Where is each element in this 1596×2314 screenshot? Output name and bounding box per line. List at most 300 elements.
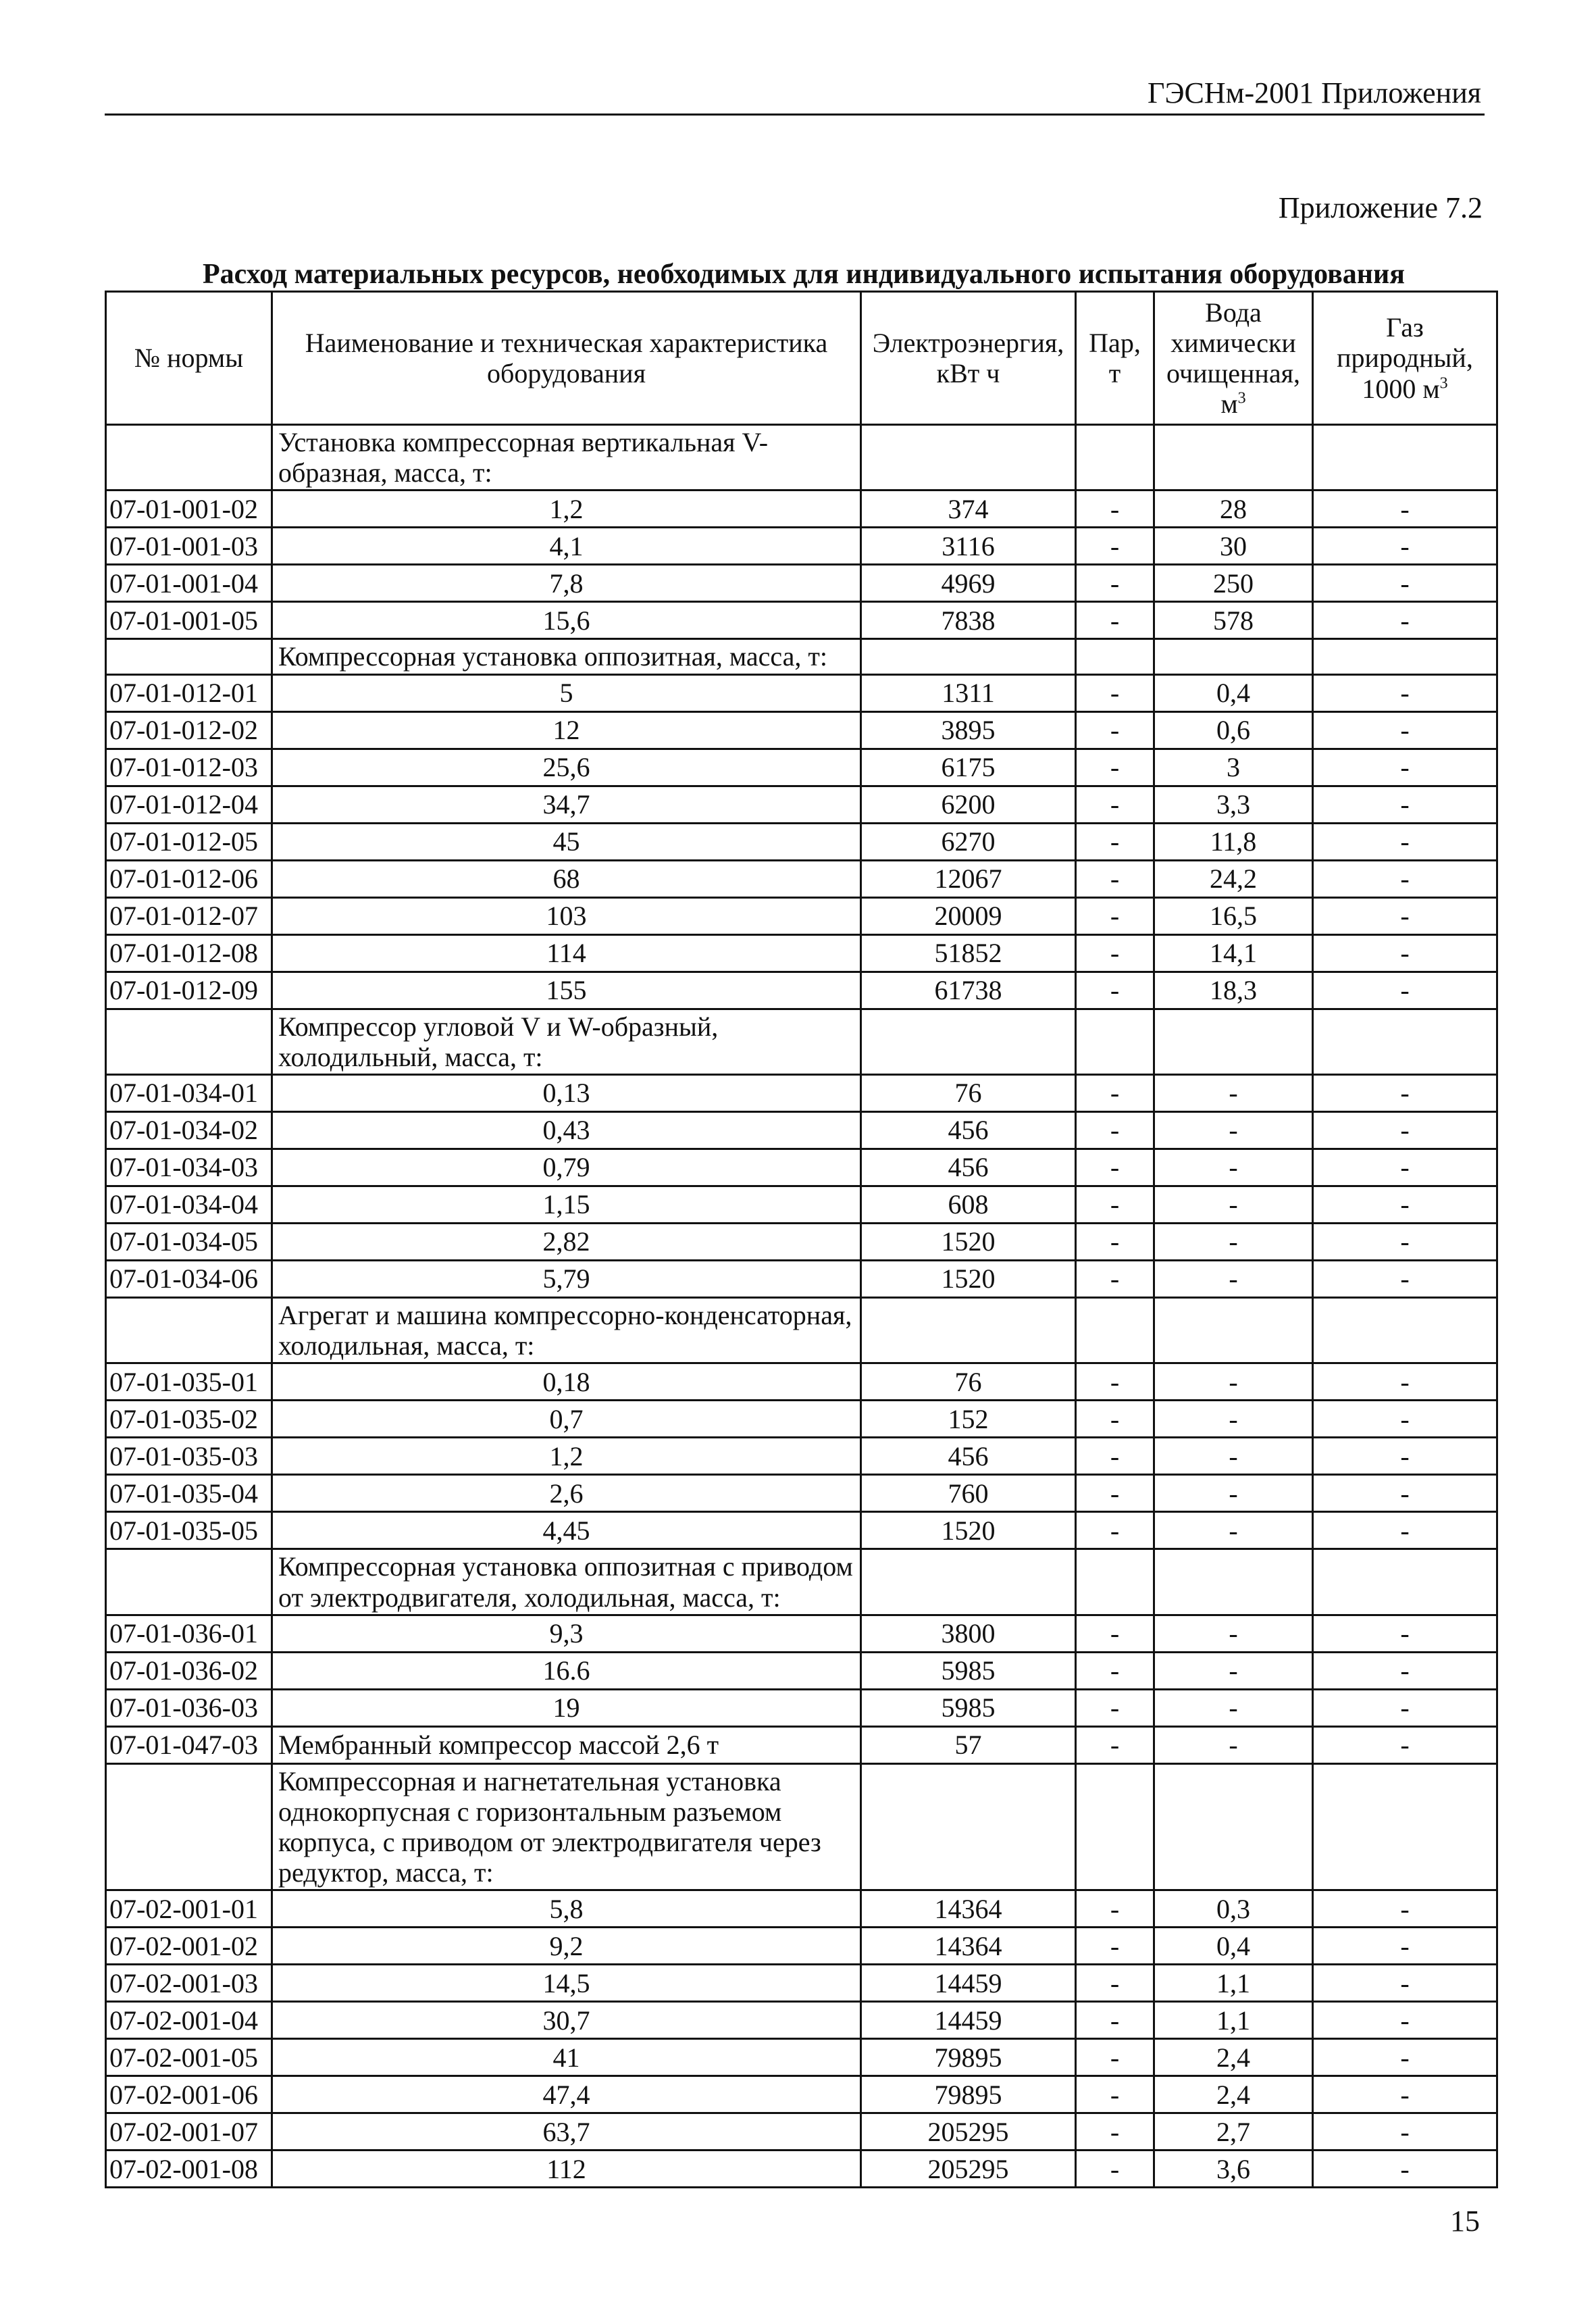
empty-cell	[861, 1009, 1076, 1074]
electricity-cell: 608	[861, 1186, 1076, 1223]
gas-cell: -	[1313, 1615, 1497, 1652]
steam-cell: -	[1076, 1890, 1154, 1928]
equipment-cell: 0,43	[272, 1111, 861, 1149]
electricity-cell: 1520	[861, 1512, 1076, 1549]
steam-cell: -	[1076, 2039, 1154, 2076]
empty-cell	[1313, 1297, 1497, 1363]
water-cell: -	[1154, 1223, 1313, 1260]
water-cell: -	[1154, 1726, 1313, 1763]
equipment-cell: 155	[272, 972, 861, 1009]
water-cell: 0,3	[1154, 1890, 1313, 1928]
gas-cell: -	[1313, 1512, 1497, 1549]
table-row	[106, 1074, 1497, 1111]
water-cell: -	[1154, 1401, 1313, 1438]
gas-cell: -	[1313, 602, 1497, 639]
empty-cell	[1154, 1549, 1313, 1615]
water-cell: -	[1154, 1652, 1313, 1689]
electricity-cell: 205295	[861, 2150, 1076, 2188]
empty-cell	[1313, 639, 1497, 674]
norm-code-cell: 07-01-034-05	[106, 1223, 272, 1260]
table-row	[106, 1363, 1497, 1401]
gas-cell: -	[1313, 1074, 1497, 1111]
steam-cell: -	[1076, 1363, 1154, 1401]
electricity-cell: 1311	[861, 674, 1076, 711]
group-header-row	[106, 1549, 1497, 1615]
table-row	[106, 1965, 1497, 2002]
gas-cell: -	[1313, 823, 1497, 860]
empty-cell	[1154, 425, 1313, 491]
gas-cell: -	[1313, 2076, 1497, 2113]
gas-cell: -	[1313, 1652, 1497, 1689]
norm-code-cell: 07-01-001-04	[106, 565, 272, 602]
empty-cell	[106, 1763, 272, 1890]
gas-cell: -	[1313, 2150, 1497, 2188]
electricity-cell: 456	[861, 1438, 1076, 1475]
gas-cell: -	[1313, 1965, 1497, 2002]
equipment-cell: 0,79	[272, 1149, 861, 1186]
electricity-cell: 57	[861, 1726, 1076, 1763]
norm-code-cell: 07-01-047-03	[106, 1726, 272, 1763]
electricity-cell: 14364	[861, 1928, 1076, 1965]
empty-cell	[1076, 1297, 1154, 1363]
equipment-cell: 34,7	[272, 786, 861, 823]
norm-code-cell: 07-01-036-01	[106, 1615, 272, 1652]
equipment-cell: 5,8	[272, 1890, 861, 1928]
empty-cell	[106, 1549, 272, 1615]
gas-cell: -	[1313, 1928, 1497, 1965]
equipment-cell: 1,2	[272, 491, 861, 528]
water-cell: 11,8	[1154, 823, 1313, 860]
steam-cell: -	[1076, 2150, 1154, 2188]
steam-cell: -	[1076, 2076, 1154, 2113]
equipment-cell: 103	[272, 897, 861, 934]
gas-cell: -	[1313, 749, 1497, 786]
group-header-row	[106, 1297, 1497, 1363]
equipment-cell: 9,3	[272, 1615, 861, 1652]
equipment-cell: 5	[272, 674, 861, 711]
water-cell: 250	[1154, 565, 1313, 602]
norm-code-cell: 07-01-035-05	[106, 1512, 272, 1549]
equipment-cell: 16.6	[272, 1652, 861, 1689]
table-row	[106, 749, 1497, 786]
equipment-cell: 14,5	[272, 1965, 861, 2002]
column-header-electricity: Электроэнергия, кВт ч	[861, 292, 1076, 425]
gas-cell: -	[1313, 860, 1497, 897]
steam-cell: -	[1076, 1260, 1154, 1297]
group-header-row	[106, 1009, 1497, 1074]
gas-cell: -	[1313, 1186, 1497, 1223]
gas-cell: -	[1313, 711, 1497, 749]
equipment-cell: 0,18	[272, 1363, 861, 1401]
gas-cell: -	[1313, 1438, 1497, 1475]
norm-code-cell: 07-02-001-03	[106, 1965, 272, 2002]
electricity-cell: 4969	[861, 565, 1076, 602]
appendix-label: Приложение 7.2	[1278, 191, 1483, 224]
steam-cell: -	[1076, 565, 1154, 602]
steam-cell: -	[1076, 1652, 1154, 1689]
column-header-gas	[1313, 292, 1497, 425]
water-cell: -	[1154, 1074, 1313, 1111]
water-cell: 1,1	[1154, 2002, 1313, 2039]
electricity-cell: 1520	[861, 1223, 1076, 1260]
norm-code-cell: 07-02-001-04	[106, 2002, 272, 2039]
electricity-cell: 3800	[861, 1615, 1076, 1652]
steam-cell: -	[1076, 528, 1154, 565]
table-row	[106, 823, 1497, 860]
gas-cell: -	[1313, 528, 1497, 565]
water-cell: 3,3	[1154, 786, 1313, 823]
empty-cell	[1154, 639, 1313, 674]
group-header-row	[106, 639, 1497, 674]
steam-cell: -	[1076, 1512, 1154, 1549]
table-row	[106, 1260, 1497, 1297]
norm-code-cell: 07-02-001-02	[106, 1928, 272, 1965]
gas-cell: -	[1313, 1363, 1497, 1401]
electricity-cell: 3895	[861, 711, 1076, 749]
steam-cell: -	[1076, 2113, 1154, 2150]
steam-cell: -	[1076, 1438, 1154, 1475]
electricity-cell: 14459	[861, 2002, 1076, 2039]
table-row	[106, 897, 1497, 934]
equipment-cell: 4,1	[272, 528, 861, 565]
norm-code-cell: 07-01-012-06	[106, 860, 272, 897]
column-header-equipment-name: Наименование и техническая характеристика оборудования	[272, 292, 861, 425]
table-row	[106, 674, 1497, 711]
electricity-cell: 51852	[861, 934, 1076, 972]
empty-cell	[1313, 425, 1497, 491]
group-description: Компрессорная установка оппозитная с приводом от электродвигателя, холодильная, масса, т:	[272, 1549, 861, 1615]
equipment-cell: 1,15	[272, 1186, 861, 1223]
electricity-cell: 5985	[861, 1652, 1076, 1689]
gas-cell: -	[1313, 897, 1497, 934]
steam-cell: -	[1076, 934, 1154, 972]
norm-code-cell: 07-01-012-05	[106, 823, 272, 860]
water-cell: -	[1154, 1363, 1313, 1401]
water-cell: 1,1	[1154, 1965, 1313, 2002]
column-header-water-label: Вода химически очищенная, м	[1166, 297, 1300, 420]
group-description: Компрессор угловой V и W-образный, холодильный, масса, т:	[272, 1009, 861, 1074]
empty-cell	[1076, 1763, 1154, 1890]
gas-cell: -	[1313, 1260, 1497, 1297]
electricity-cell: 5985	[861, 1689, 1076, 1726]
gas-cell: -	[1313, 1401, 1497, 1438]
norm-code-cell: 07-01-012-02	[106, 711, 272, 749]
empty-cell	[106, 1297, 272, 1363]
water-cell: -	[1154, 1512, 1313, 1549]
equipment-cell: 12	[272, 711, 861, 749]
steam-cell: -	[1076, 897, 1154, 934]
empty-cell	[1313, 1763, 1497, 1890]
table-row	[106, 1689, 1497, 1726]
electricity-cell: 205295	[861, 2113, 1076, 2150]
steam-cell: -	[1076, 1928, 1154, 1965]
table-row	[106, 2002, 1497, 2039]
table-row	[106, 2039, 1497, 2076]
norm-code-cell: 07-01-035-03	[106, 1438, 272, 1475]
water-cell: 18,3	[1154, 972, 1313, 1009]
water-cell: -	[1154, 1689, 1313, 1726]
water-cell: -	[1154, 1260, 1313, 1297]
table-row	[106, 1438, 1497, 1475]
electricity-cell: 79895	[861, 2039, 1076, 2076]
empty-cell	[861, 1297, 1076, 1363]
water-cell: -	[1154, 1149, 1313, 1186]
electricity-cell: 76	[861, 1363, 1076, 1401]
equipment-cell: 114	[272, 934, 861, 972]
steam-cell: -	[1076, 711, 1154, 749]
norm-code-cell: 07-01-001-03	[106, 528, 272, 565]
gas-cell: -	[1313, 1223, 1497, 1260]
empty-cell	[1076, 1549, 1154, 1615]
equipment-cell: 47,4	[272, 2076, 861, 2113]
table-row	[106, 934, 1497, 972]
equipment-cell: 15,6	[272, 602, 861, 639]
gas-cell: -	[1313, 1726, 1497, 1763]
equipment-cell: 2,6	[272, 1475, 861, 1512]
water-cell: 14,1	[1154, 934, 1313, 972]
gas-cell: -	[1313, 934, 1497, 972]
equipment-cell: 7,8	[272, 565, 861, 602]
table-row	[106, 1928, 1497, 1965]
table-row	[106, 1401, 1497, 1438]
steam-cell: -	[1076, 674, 1154, 711]
empty-cell	[106, 1009, 272, 1074]
steam-cell: -	[1076, 1689, 1154, 1726]
empty-cell	[1154, 1297, 1313, 1363]
empty-cell	[861, 1763, 1076, 1890]
table-row	[106, 1475, 1497, 1512]
steam-cell: -	[1076, 1223, 1154, 1260]
water-cell: 2,4	[1154, 2039, 1313, 2076]
gas-cell: -	[1313, 1149, 1497, 1186]
norm-code-cell: 07-02-001-06	[106, 2076, 272, 2113]
column-header-steam: Пар, т	[1076, 292, 1154, 425]
steam-cell: -	[1076, 1615, 1154, 1652]
empty-cell	[1154, 1763, 1313, 1890]
electricity-cell: 76	[861, 1074, 1076, 1111]
equipment-cell: 0,7	[272, 1401, 861, 1438]
table-row	[106, 1890, 1497, 1928]
group-header-row	[106, 1763, 1497, 1890]
electricity-cell: 6175	[861, 749, 1076, 786]
norm-code-cell: 07-01-012-04	[106, 786, 272, 823]
table-row	[106, 2076, 1497, 2113]
electricity-cell: 20009	[861, 897, 1076, 934]
header-rule	[105, 114, 1485, 116]
empty-cell	[1076, 1009, 1154, 1074]
gas-cell: -	[1313, 972, 1497, 1009]
norm-code-cell: 07-01-035-04	[106, 1475, 272, 1512]
column-header-water	[1154, 292, 1313, 425]
group-description: Агрегат и машина компрессорно-конденсаторная, холодильная, масса, т:	[272, 1297, 861, 1363]
table-row	[106, 1512, 1497, 1549]
steam-cell: -	[1076, 1965, 1154, 2002]
norm-code-cell: 07-02-001-07	[106, 2113, 272, 2150]
norm-code-cell: 07-01-001-05	[106, 602, 272, 639]
norm-code-cell: 07-01-035-02	[106, 1401, 272, 1438]
norm-code-cell: 07-01-035-01	[106, 1363, 272, 1401]
gas-cell: -	[1313, 1111, 1497, 1149]
steam-cell: -	[1076, 786, 1154, 823]
document-title: Расход материальных ресурсов, необходимых для индивидуального испытания оборудования	[203, 259, 1405, 290]
water-cell: -	[1154, 1475, 1313, 1512]
equipment-cell: 4,45	[272, 1512, 861, 1549]
steam-cell: -	[1076, 602, 1154, 639]
table-row	[106, 972, 1497, 1009]
electricity-cell: 152	[861, 1401, 1076, 1438]
steam-cell: -	[1076, 1074, 1154, 1111]
norm-code-cell: 07-01-012-03	[106, 749, 272, 786]
equipment-cell: 30,7	[272, 2002, 861, 2039]
electricity-cell: 61738	[861, 972, 1076, 1009]
table-row	[106, 1111, 1497, 1149]
norm-code-cell: 07-01-034-01	[106, 1074, 272, 1111]
gas-cell: -	[1313, 2113, 1497, 2150]
resource-table-container	[105, 291, 1496, 2188]
empty-cell	[106, 425, 272, 491]
equipment-cell: 19	[272, 1689, 861, 1726]
table-row	[106, 711, 1497, 749]
steam-cell: -	[1076, 491, 1154, 528]
gas-cell: -	[1313, 1689, 1497, 1726]
table-row	[106, 1186, 1497, 1223]
empty-cell	[861, 1549, 1076, 1615]
empty-cell	[106, 639, 272, 674]
column-header-norm-number: № нормы	[106, 292, 272, 425]
electricity-cell: 1520	[861, 1260, 1076, 1297]
water-cell: 2,4	[1154, 2076, 1313, 2113]
steam-cell: -	[1076, 1726, 1154, 1763]
norm-code-cell: 07-01-034-03	[106, 1149, 272, 1186]
gas-cell: -	[1313, 2002, 1497, 2039]
steam-cell: -	[1076, 1475, 1154, 1512]
norm-code-cell: 07-01-012-09	[106, 972, 272, 1009]
gas-cell: -	[1313, 1890, 1497, 1928]
water-cell: 0,6	[1154, 711, 1313, 749]
water-cell: 0,4	[1154, 1928, 1313, 1965]
water-cell: 24,2	[1154, 860, 1313, 897]
equipment-cell: 5,79	[272, 1260, 861, 1297]
empty-cell	[1076, 639, 1154, 674]
group-description: Установка компрессорная вертикальная V-образная, масса, т:	[272, 425, 861, 491]
electricity-cell: 6200	[861, 786, 1076, 823]
equipment-cell: 45	[272, 823, 861, 860]
equipment-cell: 25,6	[272, 749, 861, 786]
steam-cell: -	[1076, 860, 1154, 897]
column-header-gas-sup: 3	[1439, 374, 1448, 393]
norm-code-cell: 07-01-036-03	[106, 1689, 272, 1726]
electricity-cell: 3116	[861, 528, 1076, 565]
table-row	[106, 786, 1497, 823]
table-row	[106, 565, 1497, 602]
norm-code-cell: 07-01-034-02	[106, 1111, 272, 1149]
column-header-water-sup: 3	[1237, 389, 1246, 407]
gas-cell: -	[1313, 786, 1497, 823]
norm-code-cell: 07-01-036-02	[106, 1652, 272, 1689]
water-cell: 3,6	[1154, 2150, 1313, 2188]
norm-code-cell: 07-02-001-01	[106, 1890, 272, 1928]
table-row	[106, 602, 1497, 639]
steam-cell: -	[1076, 1186, 1154, 1223]
norm-code-cell: 07-01-034-04	[106, 1186, 272, 1223]
electricity-cell: 12067	[861, 860, 1076, 897]
equipment-cell: 0,13	[272, 1074, 861, 1111]
water-cell: 2,7	[1154, 2113, 1313, 2150]
norm-code-cell: 07-01-001-02	[106, 491, 272, 528]
electricity-cell: 456	[861, 1149, 1076, 1186]
norm-code-cell: 07-01-012-08	[106, 934, 272, 972]
equipment-cell: Мембранный компрессор массой 2,6 т	[272, 1726, 861, 1763]
water-cell: 30	[1154, 528, 1313, 565]
norm-code-cell: 07-02-001-08	[106, 2150, 272, 2188]
empty-cell	[861, 425, 1076, 491]
steam-cell: -	[1076, 972, 1154, 1009]
equipment-cell: 9,2	[272, 1928, 861, 1965]
gas-cell: -	[1313, 491, 1497, 528]
table-header-row	[106, 292, 1497, 425]
water-cell: -	[1154, 1615, 1313, 1652]
steam-cell: -	[1076, 2002, 1154, 2039]
page-number: 15	[1450, 2205, 1480, 2238]
water-cell: 578	[1154, 602, 1313, 639]
gas-cell: -	[1313, 1475, 1497, 1512]
steam-cell: -	[1076, 823, 1154, 860]
equipment-cell: 2,82	[272, 1223, 861, 1260]
equipment-cell: 63,7	[272, 2113, 861, 2150]
norm-code-cell: 07-01-012-07	[106, 897, 272, 934]
norm-code-cell: 07-01-034-06	[106, 1260, 272, 1297]
empty-cell	[1313, 1009, 1497, 1074]
table-row	[106, 2150, 1497, 2188]
equipment-cell: 41	[272, 2039, 861, 2076]
water-cell: 16,5	[1154, 897, 1313, 934]
table-row	[106, 1223, 1497, 1260]
steam-cell: -	[1076, 1111, 1154, 1149]
table-row	[106, 1149, 1497, 1186]
electricity-cell: 79895	[861, 2076, 1076, 2113]
norm-code-cell: 07-01-012-01	[106, 674, 272, 711]
electricity-cell: 374	[861, 491, 1076, 528]
steam-cell: -	[1076, 1149, 1154, 1186]
water-cell: -	[1154, 1111, 1313, 1149]
water-cell: -	[1154, 1186, 1313, 1223]
steam-cell: -	[1076, 1401, 1154, 1438]
water-cell: 0,4	[1154, 674, 1313, 711]
water-cell: -	[1154, 1438, 1313, 1475]
table-row	[106, 1615, 1497, 1652]
group-description: Компрессорная установка оппозитная, масса, т:	[272, 639, 861, 674]
gas-cell: -	[1313, 2039, 1497, 2076]
norm-code-cell: 07-02-001-05	[106, 2039, 272, 2076]
empty-cell	[1154, 1009, 1313, 1074]
equipment-cell: 1,2	[272, 1438, 861, 1475]
column-header-gas-label: Газ природный, 1000 м	[1337, 312, 1473, 404]
electricity-cell: 760	[861, 1475, 1076, 1512]
electricity-cell: 456	[861, 1111, 1076, 1149]
empty-cell	[1076, 425, 1154, 491]
table-row	[106, 528, 1497, 565]
gas-cell: -	[1313, 674, 1497, 711]
table-row	[106, 2113, 1497, 2150]
running-header: ГЭСНм-2001 Приложения	[1148, 76, 1481, 109]
electricity-cell: 14364	[861, 1890, 1076, 1928]
empty-cell	[1313, 1549, 1497, 1615]
gas-cell: -	[1313, 565, 1497, 602]
group-description: Компрессорная и нагнетательная установка однокорпусная с горизонтальным разъемом корпуса, с приводом от электродвигателя через редуктор, масса, т:	[272, 1763, 861, 1890]
empty-cell	[861, 639, 1076, 674]
table-row	[106, 491, 1497, 528]
table-body	[106, 425, 1497, 2188]
